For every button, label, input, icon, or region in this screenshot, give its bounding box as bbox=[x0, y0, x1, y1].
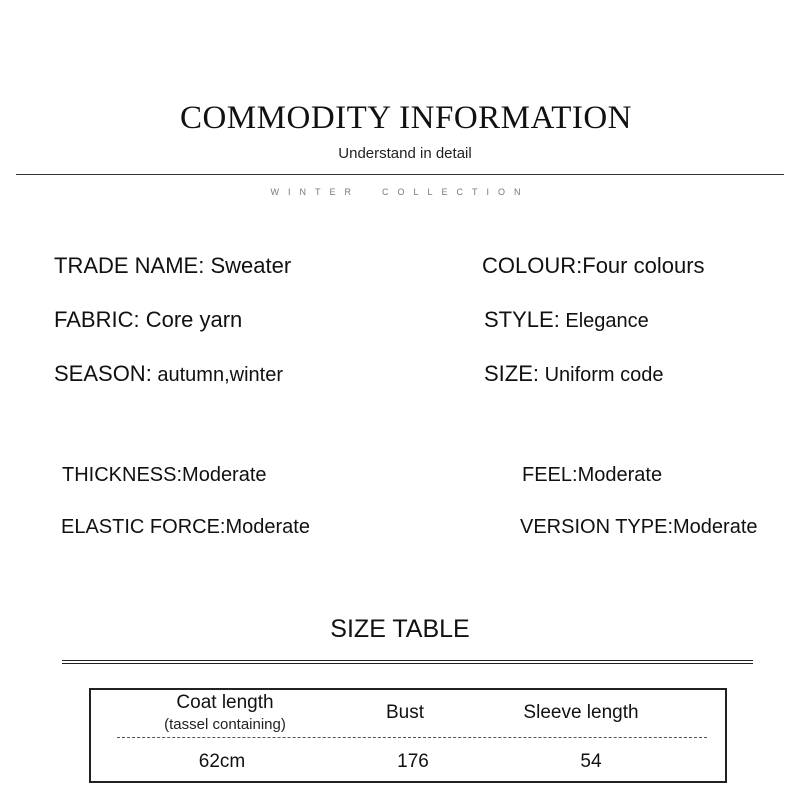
attr-trade-name bbox=[54, 253, 291, 279]
attr-thickness-value: Moderate bbox=[182, 464, 267, 486]
attr-version-type bbox=[520, 516, 758, 539]
attr-fabric-label: FABRIC: bbox=[54, 307, 140, 332]
page-title: COMMODITY INFORMATION bbox=[179, 100, 633, 136]
header-coat-length: Coat length bbox=[176, 692, 274, 713]
attr-style bbox=[484, 307, 649, 333]
cell-coat-length: 62cm bbox=[198, 751, 246, 772]
attr-feel bbox=[522, 464, 662, 487]
attr-fabric bbox=[54, 307, 242, 333]
collection-word-winter: WINTER bbox=[270, 187, 360, 197]
size-table-title: SIZE TABLE bbox=[330, 615, 470, 643]
attr-season-label: SEASON: bbox=[54, 361, 152, 386]
cell-sleeve-length: 54 bbox=[580, 751, 602, 772]
attr-size-label: SIZE: bbox=[484, 361, 540, 386]
collection-word-collection: COLLECTION bbox=[381, 187, 530, 197]
attr-trade-name-label: TRADE NAME: bbox=[54, 253, 205, 278]
attr-colour-value: Four colours bbox=[582, 253, 705, 278]
attr-thickness bbox=[62, 464, 267, 487]
attr-style-value: Elegance bbox=[559, 310, 649, 332]
attr-feel-value: Moderate bbox=[577, 464, 663, 486]
attr-colour-label: COLOUR: bbox=[482, 253, 583, 278]
attr-fabric-value: Core yarn bbox=[139, 307, 243, 332]
attr-trade-name-value: Sweater bbox=[204, 253, 292, 278]
attr-colour bbox=[482, 253, 705, 279]
size-table-divider bbox=[62, 660, 753, 664]
attr-version-type-value: Moderate bbox=[673, 516, 758, 538]
attr-season-value: autumn,winter bbox=[151, 364, 283, 386]
attr-season bbox=[54, 361, 283, 387]
header-bust: Bust bbox=[385, 702, 425, 723]
size-table-dashed-divider bbox=[117, 737, 707, 738]
header-coat-length-note: (tassel containing) bbox=[164, 716, 286, 733]
attr-size bbox=[484, 361, 664, 387]
attr-style-label: STYLE: bbox=[484, 307, 560, 332]
collection-caption bbox=[0, 187, 800, 197]
attr-elastic-force bbox=[61, 516, 310, 539]
header-divider bbox=[16, 174, 784, 175]
attr-elastic-force-label: ELASTIC FORCE: bbox=[61, 516, 226, 538]
attr-feel-label: FEEL: bbox=[522, 464, 578, 486]
attr-size-value: Uniform code bbox=[539, 364, 664, 386]
page-subtitle: Understand in detail bbox=[338, 145, 472, 162]
attr-elastic-force-value: Moderate bbox=[225, 516, 310, 538]
attr-thickness-label: THICKNESS: bbox=[62, 464, 183, 486]
header-sleeve-length: Sleeve length bbox=[523, 702, 639, 723]
attr-version-type-label: VERSION TYPE: bbox=[520, 516, 674, 538]
cell-bust: 176 bbox=[397, 751, 429, 772]
